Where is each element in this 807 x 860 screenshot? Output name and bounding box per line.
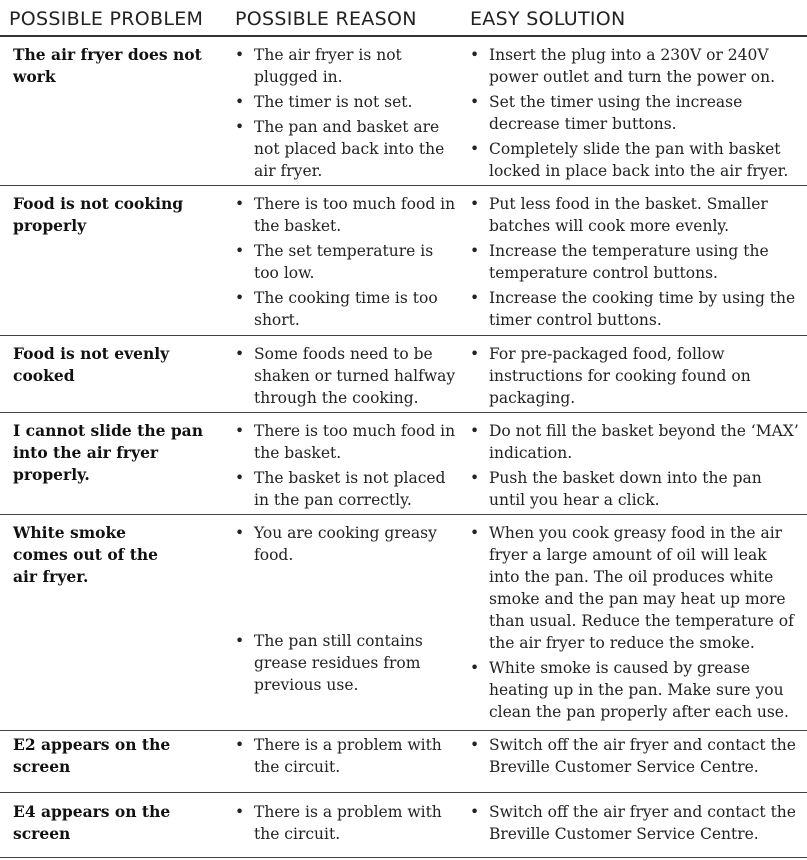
reason-item: • There is too much food in the basket. (235, 193, 460, 237)
header-divider (0, 35, 807, 37)
solution-item: • Do not fill the basket beyond the ‘MAX’ indication. (470, 420, 802, 464)
reason-list (235, 522, 460, 699)
solution-list (470, 420, 802, 514)
row-divider (0, 792, 807, 793)
table-header (0, 8, 807, 34)
row-divider (0, 185, 807, 186)
reason-item: • The pan and basket are not placed back into the air fryer. (235, 116, 460, 182)
solution-item: • For pre-packaged food, follow instructions for cooking found on packaging. (470, 343, 802, 409)
reason-item: • There is too much food in the basket. (235, 420, 460, 464)
header-possible-problem: POSSIBLE PROBLEM (9, 8, 204, 30)
solution-item: • White smoke is caused by grease heating up in the pan. Make sure you clean the pan properly after each use. (470, 657, 802, 723)
row-divider (0, 730, 807, 731)
solution-list (470, 193, 802, 334)
solution-item: • Push the basket down into the pan until you hear a click. (470, 467, 802, 511)
reason-item: • The basket is not placed in the pan correctly. (235, 467, 460, 511)
solution-item: • Completely slide the pan with basket locked in place back into the air fryer. (470, 138, 802, 182)
solution-item: • Put less food in the basket. Smaller batches will cook more evenly. (470, 193, 802, 237)
reason-item: • You are cooking greasy food. (235, 522, 460, 566)
solution-item: • Increase the temperature using the temperature control buttons. (470, 240, 802, 284)
problem-cell: The air fryer does not work (13, 45, 202, 86)
reason-item: • The set temperature is too low. (235, 240, 460, 284)
header-possible-reason: POSSIBLE REASON (235, 8, 417, 30)
row-divider (0, 857, 807, 858)
header-easy-solution: EASY SOLUTION (470, 8, 626, 30)
row-divider (0, 335, 807, 336)
solution-item: • Switch off the air fryer and contact the Breville Customer Service Centre. (470, 734, 802, 778)
problem-cell: E4 appears on the screen (13, 802, 171, 843)
problem-cell: E2 appears on the screen (13, 735, 171, 776)
problem-cell: White smoke comes out of the air fryer. (13, 523, 159, 586)
reason-list (235, 420, 460, 514)
solution-list (470, 343, 802, 412)
row-divider (0, 412, 807, 413)
reason-list (235, 801, 460, 848)
reason-item: • The air fryer is not plugged in. (235, 44, 460, 88)
solution-item: • Switch off the air fryer and contact the Breville Customer Service Centre. (470, 801, 802, 845)
solution-item: • When you cook greasy food in the air fryer a large amount of oil will leak into the pan. The oil produces white smoke and the pan may heat up more than usual. Reduce the temperature of the air fryer to reduce the smoke. (470, 522, 802, 654)
solution-list (470, 734, 802, 781)
problem-cell: Food is not cooking properly (13, 194, 184, 235)
problem-cell: I cannot slide the pan into the air fryer properly. (13, 421, 203, 484)
reason-list (235, 193, 460, 334)
solution-list (470, 522, 802, 726)
reason-item: • There is a problem with the circuit. (235, 801, 460, 845)
reason-item: • The timer is not set. (235, 91, 460, 113)
row-divider (0, 514, 807, 515)
problem-cell: Food is not evenly cooked (13, 344, 170, 385)
reason-item: • The cooking time is too short. (235, 287, 460, 331)
reason-list (235, 44, 460, 185)
reason-list (235, 734, 460, 781)
solution-item: • Increase the cooking time by using the timer control buttons. (470, 287, 802, 331)
solution-list (470, 44, 802, 185)
solution-item: • Insert the plug into a 230V or 240V power outlet and turn the power on. (470, 44, 802, 88)
solution-list (470, 801, 802, 848)
reason-item: • The pan still contains grease residues from previous use. (235, 630, 460, 696)
reason-item: • Some foods need to be shaken or turned halfway through the cooking. (235, 343, 460, 409)
solution-item: • Set the timer using the increase decrease timer buttons. (470, 91, 802, 135)
reason-list (235, 343, 460, 412)
reason-item: • There is a problem with the circuit. (235, 734, 460, 778)
